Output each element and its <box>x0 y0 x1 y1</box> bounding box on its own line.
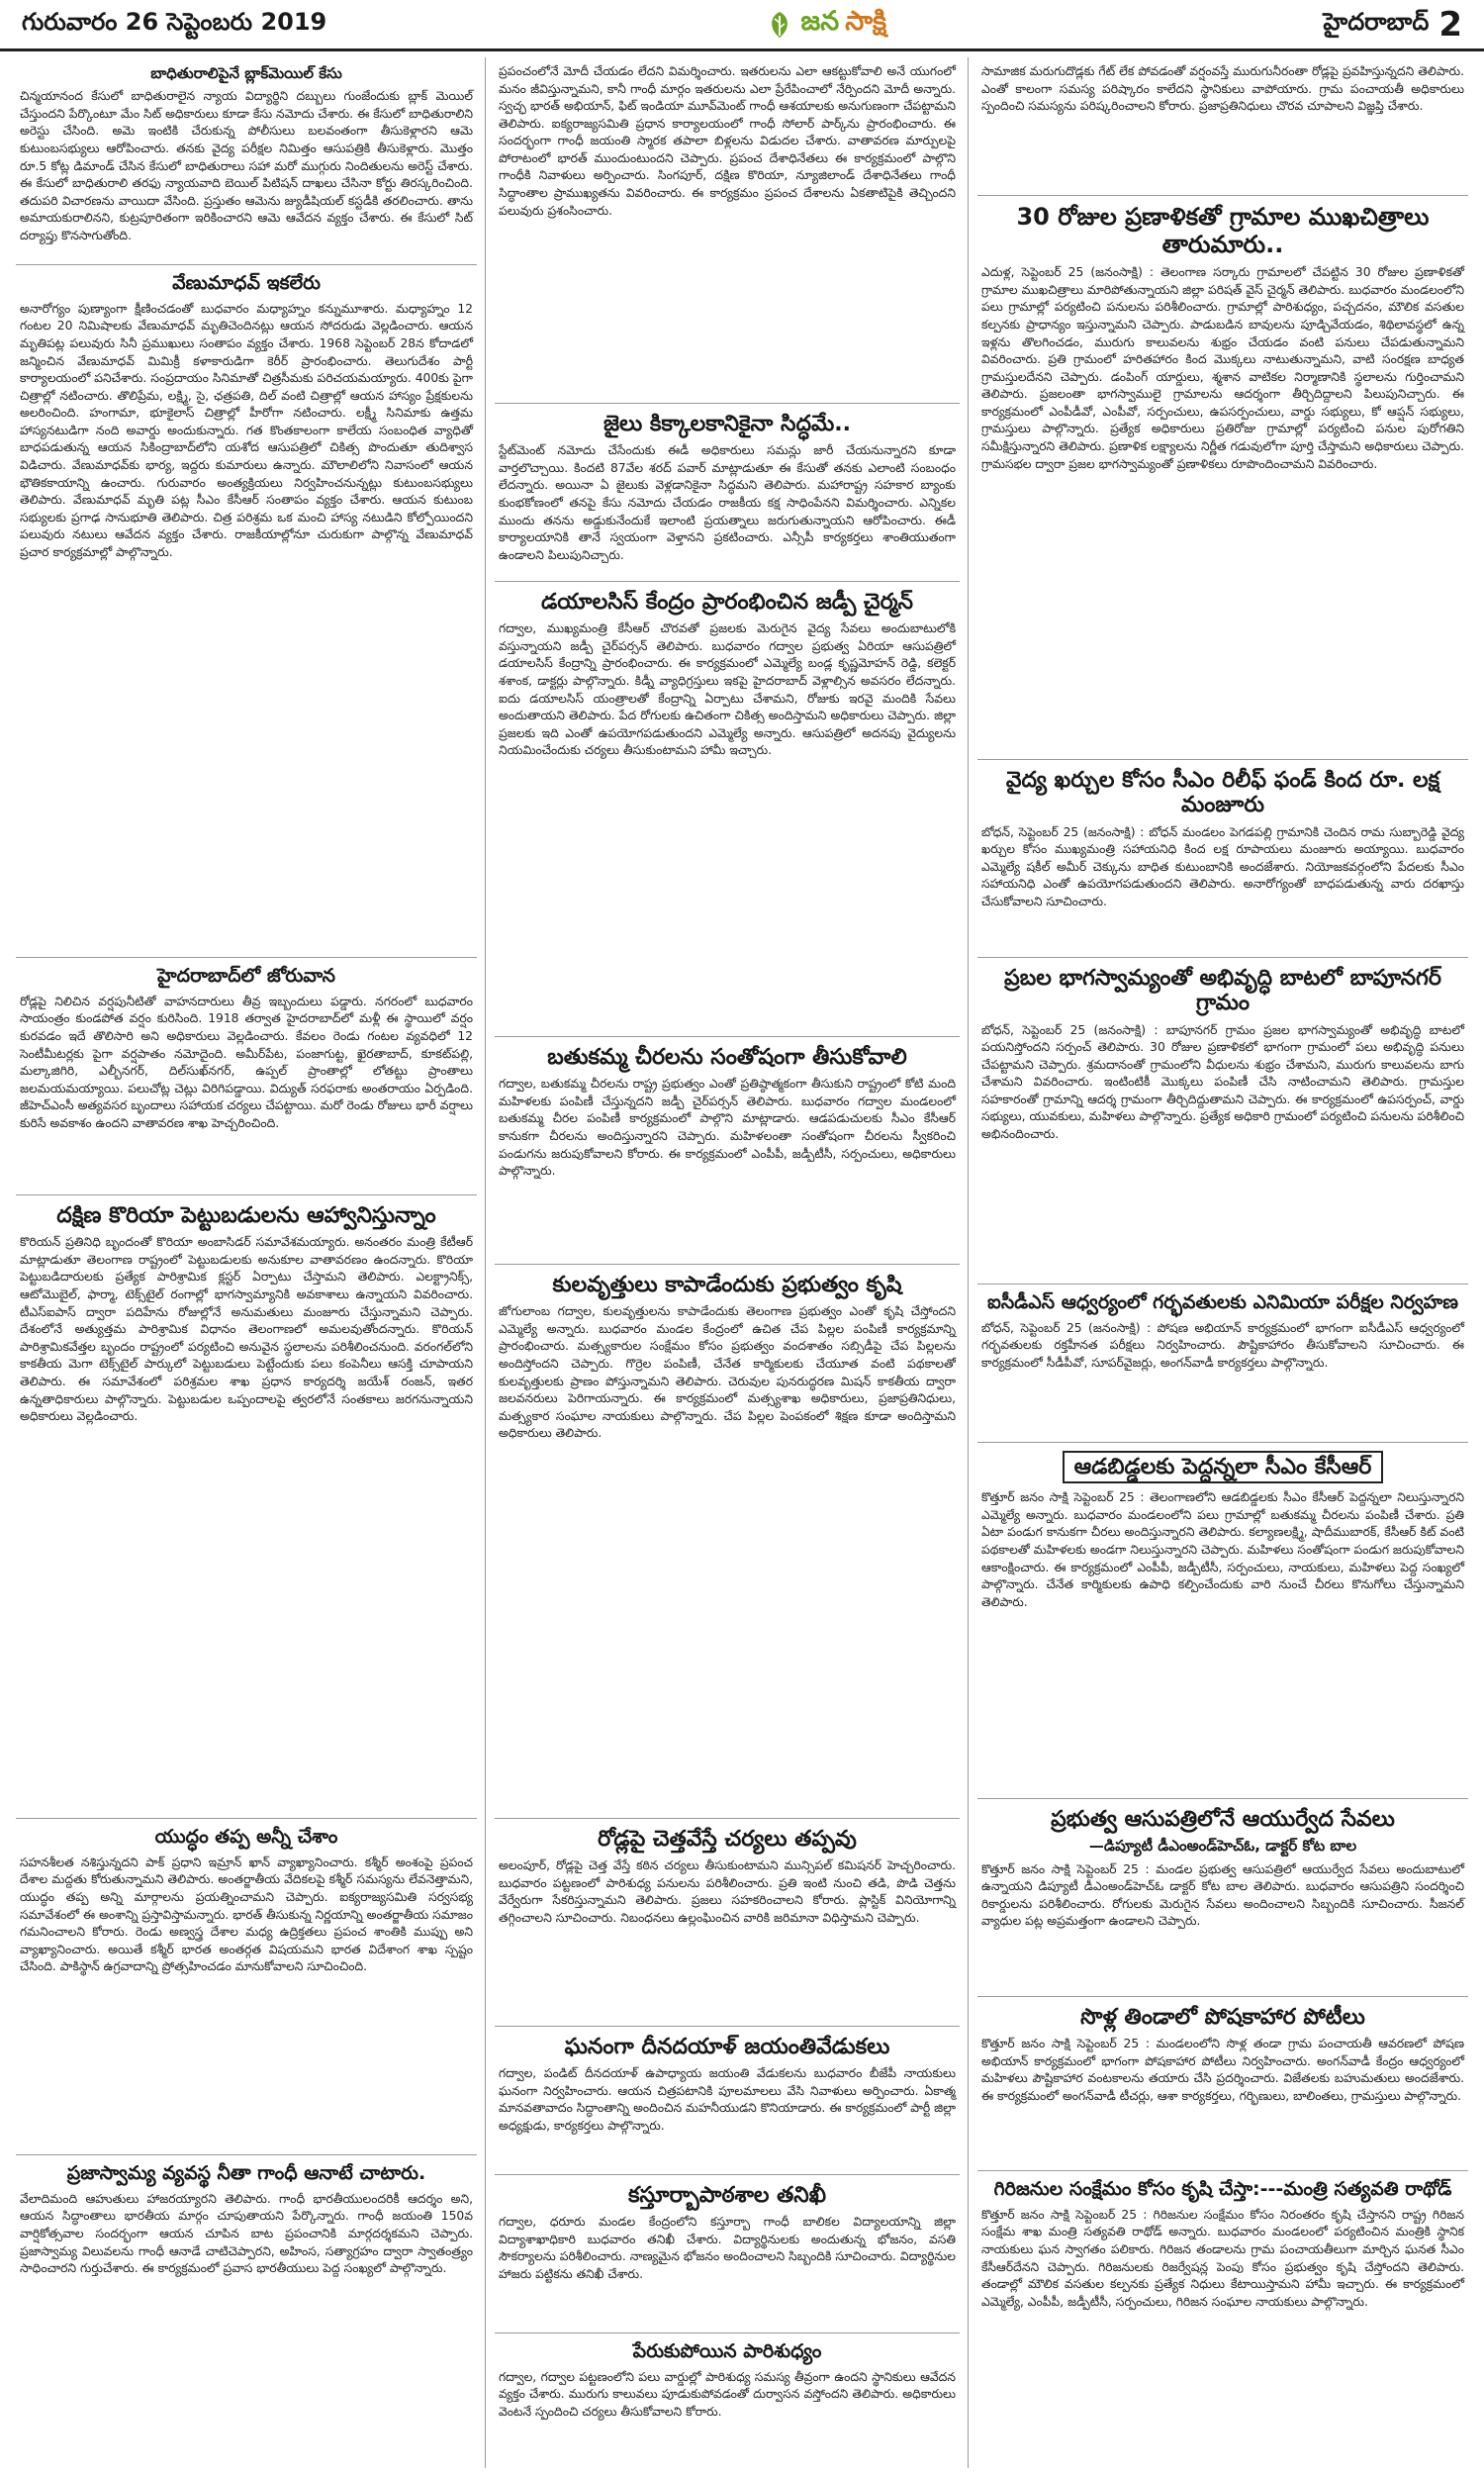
headline: ఐసీడీఎస్ ఆధ్వర్యంలో గర్భవతులకు ఎనిమియా పరీక్షల నిర్వహణ <box>987 1291 1458 1313</box>
headline: ప్రభుత్వ ఆసుపత్రిలోనే ఆయుర్వేద సేవలు <box>1051 1807 1395 1832</box>
article-body: కొరియన్ ప్రతినిధి బృందంతో కొరియా అంబాసిడర్ సమావేశమయ్యారు. అనంతరం మంత్రి కేటీఆర్ మాట్లాడుతూ తెలంగాణ రాష్ట్రంలో పెట్టుబడులకు అనుకూల వాతావరణం ఉందన్నారు. కొరియా పెట్టుబడిదారులకు ప్రత్యేక పారిశ్రామిక క్లస్టర్ ఏర్పాటు చేస్తామని తెలిపారు. ఎలక్ట్రానిక్స్, ఆటోమొబైల్, ఫార్మా, టెక్స్‌టైల్ రంగాల్లో భాగస్వామ్యానికి అవకాశాలు ఉన్నాయని వివరించారు. టీఎస్‌ఐపాస్ ద్వారా పదిహేను రోజుల్లోనే అనుమతులు మంజూరు చేస్తున్నామని చెప్పారు. దేశంలోనే అత్యుత్తమ పారిశ్రామిక విధానం తెలంగాణలో అమలవుతోందన్నారు. కొరియన్ పారిశ్రామికవేత్తల బృందం రాష్ట్రంలో పర్యటించి అనువైన స్థలాలను పరిశీలించనుంది. వరంగల్‌లోని కాకతీయ మెగా టెక్స్‌టైల్ పార్కులో పెట్టుబడులు పెట్టేందుకు పలు కంపెనీలు ఆసక్తి చూపాయని తెలిపారు. ఈ సమావేశంలో పరిశ్రమల శాఖ ప్రధాన కార్యదర్శి జయేశ్ రంజన్, ఇతర ఉన్నతాధికారులు పాల్గొన్నారు. పెట్టుబడుల ఒప్పందాలపై త్వరలోనే సంతకాలు జరగనున్నాయని అధికారులు వెల్లడించారు. <box>20 1235 473 1424</box>
headline: హైదరాబాద్‌లో జోరువాన <box>157 965 335 987</box>
headline: డయాలసిస్ కేంద్రం ప్రారంభించిన జడ్పీ చైర్మన్ <box>540 590 914 615</box>
article-icds-anemia <box>977 1285 1468 1443</box>
article-body: రోడ్లపై నిలిచిన వర్షపునీటితో వాహనదారులు తీవ్ర ఇబ్బందులు పడ్డారు. నగరంలో బుధవారం సాయంత్రం కుండపోత వర్షం కురిసింది. 1918 తర్వాత హైదరాబాద్‌లో మళ్లీ ఈ స్థాయిలో వర్షం కురవడం ఇదే తొలిసారి అని అధికారులు వెల్లడించారు. కేవలం రెండు గంటల వ్యవధిలో 12 సెంటీమీటర్లకు పైగా వర్షపాతం నమోదైంది. అమీర్‌పేట, పంజాగుట్ట, ఖైరతాబాద్, కూకట్‌పల్లి, మల్కాజిగిరి, ఎల్బీనగర్, దిల్‌సుఖ్‌నగర్, ఉప్పల్ ప్రాంతాల్లో లోతట్టు ప్రాంతాలు జలమయమయ్యాయి. పలుచోట్ల చెట్లు విరిగిపడ్డాయి. విద్యుత్ సరఫరాకు అంతరాయం ఏర్పడింది. జీహెచ్‌ఎంసీ అత్యవసర బృందాలు సహాయక చర్యలు చేపట్టాయి. మరో రెండు రోజులు భారీ వర్షాలు కురిసే అవకాశం ఉందని వాతావరణ శాఖ హెచ్చరించింది. <box>20 994 473 1130</box>
article-body: అనారోగ్యం పుణ్యాంగా క్షీణించడంతో బుధవారం మధ్యాహ్నం కన్నుమూశారు. మధ్యాహ్నం 12 గంటల 20 నిమిషాలకు వేణుమాధవ్ మృతిచెందినట్లు ఆయన సోదరుడు వెల్లడించారు. ఆయన మృతిపట్ల పలువురు సినీ ప్రముఖులు సంతాపం వ్యక్తం చేశారు. 1968 సెప్టెంబర్ 28న కోదాడలో జన్మించిన వేణుమాధవ్ మిమిక్రీ కళాకారుడిగా కెరీర్ ప్రారంభించారు. తెలుగుదేశం పార్టీ కార్యాలయంలో పనిచేశారు. సంప్రదాయం సినిమాతో చిత్రసీమకు పరిచయమయ్యారు. 400కు పైగా చిత్రాల్లో నటించారు. తొలిప్రేమ, లక్ష్మి, సై, ఛత్రపతి, దిల్ వంటి చిత్రాల్లో ఆయన హాస్యం ప్రేక్షకులను అలరించింది. హంగామా, భూకైలాస్ చిత్రాల్లో హీరోగా నటించారు. లక్ష్మీ సినిమాకు ఉత్తమ హాస్యనటుడిగా నంది అవార్డు అందుకున్నారు. గత కొంతకాలంగా కాలేయ సంబంధిత వ్యాధితో బాధపడుతున్న ఆయన సికింద్రాబాద్‌లోని యశోద ఆసుపత్రిలో చికిత్స పొందుతూ తుదిశ్వాస విడిచారు. వేణుమాధవ్‌కు భార్య, ఇద్దరు కుమారులు ఉన్నారు. మౌలాలిలోని నివాసంలో ఆయన భౌతికకాయాన్ని ఉంచారు. గురువారం అంత్యక్రియలు నిర్వహించనున్నట్లు కుటుంబసభ్యులు తెలిపారు. వేణుమాధవ్ మృతి పట్ల సీఎం కేసీఆర్ సంతాపం వ్యక్తం చేశారు. ఆయన కుటుంబ సభ్యులకు ప్రగాఢ సానుభూతి తెలిపారు. చిత్ర పరిశ్రమ ఒక మంచి హాస్య నటుడిని కోల్పోయిందని పలువురు నటులు ఆవేదన వ్యక్తం చేశారు. రాజకీయాల్లోనూ చురుకుగా పాల్గొన్న వేణుమాధవ్ ప్రచార కార్యక్రమాల్లో పాల్గొన్నారు. <box>20 301 473 559</box>
article-dialysis-centre <box>495 582 960 1037</box>
article-body: కొత్తూర్ జనం సాక్షి సెప్టెంబర్ 25 : తెలంగాణలోని ఆడబిడ్డలకు సీఎం కేసీఆర్ పెద్దన్నలా నిలుస్తున్నారని ఎమ్మెల్యే అన్నారు. బుధవారం మండలంలోని పలు గ్రామాల్లో బతుకమ్మ చీరలను పంపిణీ చేశారు. ప్రతి ఏటా పండుగ కానుకగా చీరలు అందిస్తున్నారని తెలిపారు. కల్యాణలక్ష్మి, షాదీముబారక్, కేసీఆర్ కిట్ వంటి పథకాలతో మహిళలకు అండగా నిలుస్తున్నారని చెప్పారు. మహిళలు సంతోషంగా పండుగ జరుపుకోవాలని ఆకాంక్షించారు. ఈ కార్యక్రమంలో ఎంపీపీ, జడ్పీటీసీ, సర్పంచులు, నాయకులు, మహిళలు పెద్ద సంఖ్యలో పాల్గొన్నారు. చేనేత కార్మికులకు ఉపాధి కల్పించేందుకు వారి నుంచే చీరలు కొనుగోలు చేస్తున్నామని తెలిపారు. <box>981 1490 1464 1609</box>
article-war-except <box>16 1819 477 2155</box>
article-body: జోగులాంబ గద్వాల, కులవృత్తులను కాపాడేందుకు తెలంగాణ ప్రభుత్వం ఎంతో కృషి చేస్తోందని ఎమ్మెల్యే అన్నారు. బుధవారం మండల కేంద్రంలో ఉచిత చేప పిల్లల పంపిణీ కార్యక్రమాన్ని ప్రారంభించారు. మత్స్యకారుల సంక్షేమం కోసం ప్రభుత్వం వందశాతం సబ్సిడీపై చేప పిల్లలను అందిస్తోందని చెప్పారు. గొర్రెల పంపిణీ, చేనేత కార్మికులకు చేయూత వంటి పథకాలతో కులవృత్తులకు ప్రాణం పోస్తున్నామని తెలిపారు. చెరువుల పునరుద్ధరణ మిషన్ కాకతీయ ద్వారా జలవనరులు పెరిగాయన్నారు. ఈ కార్యక్రమంలో మత్స్యశాఖ అధికారులు, ప్రజాప్రతినిధులు, మత్స్యకార సంఘాల నాయకులు పాల్గొన్నారు. చేప పిల్లల పెంపకంలో శిక్షణ కూడా అందిస్తామని అధికారులు తెలిపారు. <box>499 1304 956 1441</box>
article-jail-ready <box>495 404 960 582</box>
headline: 30 రోజుల ప్రణాళికతో గ్రామాల ముఖచిత్రాలు తారుమారు.. <box>1016 203 1430 258</box>
column-3 <box>977 57 1468 2468</box>
headline: రోడ్లపై చెత్తవేస్తే చర్యలు తప్పవు <box>598 1827 857 1852</box>
article-bapunagar <box>977 958 1468 1285</box>
headline: దక్షిణ కొరియా పెట్టుబడులను ఆహ్వానిస్తున్నాం <box>56 1203 436 1228</box>
article-body: బోధన్, సెప్టెంబర్ 25 (జనంసాక్షి) : పోషణ అభియాన్ కార్యక్రమంలో భాగంగా ఐసీడీఎస్ ఆధ్వర్యంలో గర్భవతులకు రక్తహీనత పరీక్షలు నిర్వహించారు. పౌష్టికాహారం తీసుకోవాలని సూచించారు. ఈ కార్యక్రమంలో సీడీపీవో, సూపర్‌వైజర్లు, అంగన్‌వాడీ కార్యకర్తలు పాల్గొన్నారు. <box>981 1320 1464 1370</box>
article-body: సామాజిక మరుగుదొడ్లకు గేట్ లేక పోవడంతో వర్షంవస్తే మురుగునీరంతా రోడ్లపై ప్రవహిస్తున్నదని తెలిపారు. ఎంతో కాలంగా సమస్య పరిష్కారం కాలేదని స్థానికులు వాపోయారు. గ్రామ పంచాయతీ అధికారులు స్పందించి సమస్యను పరిష్కరించాలని కోరారు. ప్రజాప్రతినిధులు చొరవ చూపాలని విజ్ఞప్తి చేశారు. <box>981 64 1464 114</box>
subheadline: —డిప్యూటీ డీఎంఅండ్‌హెచ్‌ఓ, డాక్టర్ కోట బాల <box>1088 1837 1357 1856</box>
article-caste-occupations <box>495 1265 960 1819</box>
column-2 <box>495 57 960 2468</box>
headline: యుద్ధం తప్ప అన్నీ చేశాం <box>154 1826 338 1848</box>
article-venumadhav <box>16 265 477 958</box>
column-divider <box>968 57 969 2468</box>
article-body: గద్వాల, గద్వాల పట్టణంలోని పలు వార్డుల్లో పారిశుధ్య సమస్య తీవ్రంగా ఉందని స్థానికులు ఆవేదన వ్యక్తం చేశారు. మురుగు కాలువలు పూడుకుపోవడంతో దుర్వాసన వస్తోందని తెలిపారు. అధికారులు వెంటనే స్పందించి చర్యలు తీసుకోవాలని కోరారు. <box>499 2369 956 2419</box>
article-garbage-roads <box>495 1819 960 2027</box>
article-body: అలంపూర్, రోడ్లపై చెత్త వేస్తే కఠిన చర్యలు తీసుకుంటామని మున్సిపల్ కమిషనర్ హెచ్చరించారు. బుధవారం పట్టణంలో పారిశుధ్య పనులను పరిశీలించారు. ప్రతి ఇంటి నుంచి తడి, పొడి చెత్తను వేర్వేరుగా సేకరిస్తున్నామని తెలిపారు. ప్రజలు సహకరించాలని కోరారు. ప్లాస్టిక్ వినియోగాన్ని తగ్గించాలని సూచించారు. నిబంధనలు ఉల్లంఘించిన వారికి జరిమానా విధిస్తామని చెప్పారు. <box>499 1858 956 1926</box>
article-body: కొత్తూర్ జనం సాక్షి సెప్టెంబర్ 25 : గిరిజనుల సంక్షేమం కోసం నిరంతరం కృషి చేస్తానని రాష్ట్ర గిరిజన సంక్షేమ శాఖ మంత్రి సత్యవతి రాథోడ్ అన్నారు. బుధవారం మండలంలో పర్యటించిన మంత్రికి స్థానిక నాయకులు ఘన స్వాగతం పలికారు. గిరిజన తండాలను గ్రామ పంచాయతీలుగా మార్చిన ఘనత సీఎం కేసీఆర్‌దేనని చెప్పారు. గిరిజనులకు రిజర్వేషన్ల పెంపు కోసం ప్రభుత్వం కృషి చేస్తోందని తెలిపారు. తండాల్లో మౌలిక వసతుల కల్పనకు ప్రత్యేక నిధులు కేటాయిస్తామని హామీ ఇచ్చారు. ఈ కార్యక్రమంలో ఎమ్మెల్యే, ఎంపీపీ, జడ్పీటీసీ, సర్పంచులు, గిరిజన సంఘాల నాయకులు పాల్గొన్నారు. <box>981 2207 1464 2309</box>
logo-text-jana: జన <box>800 5 840 37</box>
headline: వైద్య ఖర్చుల కోసం సీఎం రిలీఫ్ ఫండ్ కింద రూ. లక్ష మంజూరు <box>1005 768 1440 818</box>
article-body: గద్వాల, ముఖ్యమంత్రి కేసీఆర్ చొరవతో ప్రజలకు మెరుగైన వైద్య సేవలు అందుబాటులోకి వస్తున్నాయని జడ్పీ చైర్‌పర్సన్ తెలిపారు. బుధవారం గద్వాల ప్రభుత్వ ఏరియా ఆసుపత్రిలో డయాలసిస్ కేంద్రాన్ని ప్రారంభించారు. ఈ కార్యక్రమంలో ఎమ్మెల్యే బండ్ల కృష్ణమోహన్ రెడ్డి, కలెక్టర్ శశాంక, డాక్టర్లు పాల్గొన్నారు. కిడ్నీ వ్యాధిగ్రస్తులు ఇకపై హైదరాబాద్ వెళ్లాల్సిన అవసరం లేదన్నారు. ఐదు డయాలసిస్ యంత్రాలతో కేంద్రాన్ని ఏర్పాటు చేశామని, రోజుకు ఇరవై మందికి సేవలు అందుతాయని తెలిపారు. పేద రోగులకు ఉచితంగా చికిత్స అందిస్తామని అధికారులు చెప్పారు. జిల్లా ప్రజలకు ఇది ఎంతో ఉపయోగపడుతుందని ఎమ్మెల్యే అన్నారు. ఆసుపత్రిలో అదనపు వైద్యులను నియమించేందుకు చర్యలు తీసుకుంటామని హామీ ఇచ్చారు. <box>499 621 956 758</box>
article-body: సహనశీలత నశిస్తున్నదని పాక్ ప్రధాని ఇమ్రాన్ ఖాన్ వ్యాఖ్యానించారు. కశ్మీర్ అంశంపై ప్రపంచ దేశాల మద్దతు కోరుతున్నామని తెలిపారు. అంతర్జాతీయ వేదికలపై కశ్మీర్ సమస్యను లేవనెత్తామని, యుద్ధం తప్ప అన్ని మార్గాలను ప్రయత్నించామని చెప్పారు. ఐక్యరాజ్యసమితి సర్వసభ్య సమావేశంలో ఈ అంశాన్ని ప్రస్తావిస్తామన్నారు. భారత్ తీసుకున్న నిర్ణయాన్ని అంతర్జాతీయ సమాజం గమనించాలని కోరారు. రెండు అణ్వస్త్ర దేశాల మధ్య ఉద్రిక్తతలు ప్రపంచ శాంతికి ముప్పు అని వ్యాఖ్యానించారు. అయితే కశ్మీర్ భారత అంతర్గత విషయమని భారత విదేశాంగ శాఖ స్పష్టం చేసింది. పాకిస్థాన్ ఉగ్రవాదాన్ని ప్రోత్సహించడం మానుకోవాలని సూచించింది. <box>20 1855 473 1974</box>
article-kcr-elder-brother <box>977 1443 1468 1799</box>
headline: ఆడబిడ్డలకు పెద్దన్నలా సీఎం కేసీఆర్ <box>1063 1451 1384 1483</box>
article-body: గద్వాల, పండిట్ దీనదయాళ్ ఉపాధ్యాయ జయంతి వేడుకలను బుధవారం బీజేపీ నాయకులు ఘనంగా నిర్వహించారు. ఆయన చిత్రపటానికి పూలమాలలు వేసి నివాళులు అర్పించారు. ఏకాత్మ మానవతావాదం సిద్ధాంతాన్ని అందించిన మహనీయుడని కొనియాడారు. ఈ కార్యక్రమంలో పార్టీ జిల్లా అధ్యక్షుడు, కార్యకర్తలు పాల్గొన్నారు. <box>499 2066 956 2134</box>
newspaper-logo <box>764 6 887 44</box>
article-nutrition-contest <box>977 1997 1468 2171</box>
article-cm-relief-fund <box>977 760 1468 958</box>
article-body: ప్రపంచంలోనే మోదీ చేయడం లేదని విమర్శించారు. ఇతరులను ఎలా ఆకట్టుకోవాలి అనే యుగంలో మనం జీవిస్తున్నామని, కానీ గాంధీ మార్గం ఇతరులను ఎలా ప్రేరేపించాలో నేర్పిందని మోదీ అన్నారు. స్వచ్ఛ భారత్ అభియాన్, ఫిట్ ఇండియా మూవ్‌మెంట్ గాంధీ ఆశయాలకు అనుగుణంగా చేపట్టామని తెలిపారు. ఐక్యరాజ్యసమితి ప్రధాన కార్యాలయంలో గాంధీ సోలార్ పార్క్‌ను ప్రారంభించారు. ఈ సందర్భంగా గాంధీ జయంతి స్మారక తపాలా బిళ్లలను విడుదల చేశారు. వాతావరణ మార్పులపై పోరాటంలో భారత్ ముందుంటుందని చెప్పారు. ప్రపంచ దేశాధినేతలు ఈ కార్యక్రమంలో పాల్గొని గాంధీకి నివాళులు అర్పించారు. సింగపూర్, దక్షిణ కొరియా, న్యూజిలాండ్ దేశాధినేతలు గాంధీ సిద్ధాంతాల ప్రాముఖ్యతను వివరించారు. ఈ కార్యక్రమం ప్రపంచ దేశాలను ఏకతాటిపైకి తెచ్చిందని పలువురు ప్రశంసించారు. <box>499 64 956 218</box>
masthead <box>0 0 1484 51</box>
headline: సొళ్ల తిండాలో పోషకాహార పోటీలు <box>1080 2005 1365 2030</box>
article-body: బోధన్, సెప్టెంబర్ 25 (జనంసాక్షి) : బోధన్ మండలం పెగడపల్లి గ్రామానికి చెందిన రామ సుబ్బారెడ్డి వైద్య ఖర్చుల కోసం ముఖ్యమంత్రి సహాయనిధి కింద లక్ష రూపాయలు మంజూరు అయ్యాయి. బుధవారం ఎమ్మెల్యే షకీల్ అమీర్ చెక్కును బాధిత కుటుంబానికి అందజేశారు. నియోజకవర్గంలోని పేదలకు సీఎం సహాయనిధి ఎంతో ఉపయోగపడుతుందని తెలిపారు. అనారోగ్యంతో బాధపడుతున్న వారు దరఖాస్తు చేసుకోవాలని సూచించారు. <box>981 824 1464 908</box>
article-blackmail-case <box>16 57 477 265</box>
article-deendayal-jayanti <box>495 2027 960 2175</box>
page-number: 2 <box>1438 4 1462 45</box>
article-body: వేలాదిమంది ఆహుతులు హాజరయ్యారని తెలిపారు. గాంధీ భారతీయులందరికీ ఆదర్శం అని, ఆయన సిద్ధాంతాలు భారతీయ మార్గం చూపుతాయని పేర్కొన్నారు. గాంధీ జయంతి 150వ వార్షికోత్సవాల సందర్భంగా ఆయన చూపిన బాట ప్రపంచానికి మార్గదర్శకమని చెప్పారు. ప్రజాస్వామ్య విలువలను గాంధీ ఆనాడే చాటిచెప్పారని, అహింస, సత్యాగ్రహం ద్వారా స్వాతంత్ర్యం సాధించారని గుర్తుచేశారు. ఈ కార్యక్రమంలో ప్రవాస భారతీయులు పెద్ద సంఖ్యలో పాల్గొన్నారు. <box>20 2191 473 2276</box>
headline: బతుకమ్మ చీరలను సంతోషంగా తీసుకోవాలి <box>547 1045 907 1070</box>
article-korea-investments <box>16 1195 477 1819</box>
article-bathukamma-sarees <box>495 1037 960 1265</box>
article-body: ఎదుళ్ల, సెప్టెంబర్ 25 (జనంసాక్షి) : తెలంగాణ సర్కారు గ్రామాలలో చేపట్టిన 30 రోజుల ప్రణాళికతో గ్రామాల ముఖచిత్రాలు మారిపోతున్నాయని జిల్లా పరిషత్ వైస్ చైర్మన్ తెలిపారు. బుధవారం మండలంలోని పలు గ్రామాల్లో పర్యటించి పనులను పరిశీలించారు. గ్రామాల్లో పారిశుధ్యం, పచ్చదనం, మౌలిక వసతుల కల్పనకు ప్రాధాన్యం ఇస్తున్నామని చెప్పారు. పాడుబడిన బావులను పూడ్చివేయడం, శిథిలావస్థలో ఉన్న ఇళ్లను తొలగించడం, మురుగు కాలువలను శుభ్రం చేయడం వంటి పనులు చేపడుతున్నామని వివరించారు. ప్రతి గ్రామంలో హరితహారం కింద మొక్కలు నాటుతున్నామని, వాటి సంరక్షణ బాధ్యత గ్రామస్తులదేనని చెప్పారు. డంపింగ్ యార్డులు, శ్మశాన వాటికల నిర్మాణానికి స్థలాలను గుర్తించామని తెలిపారు. ప్రజలంతా భాగస్వాములై గ్రామాలను ఆదర్శంగా తీర్చిదిద్దాలని పిలుపునిచ్చారు. ఈ కార్యక్రమంలో ఎంపీడీవో, ఎంపీవో, సర్పంచులు, ఉపసర్పంచులు, వార్డు సభ్యులు, కో ఆప్షన్ సభ్యులు, గ్రామస్తులు పాల్గొన్నారు. ప్రత్యేక అధికారులు ప్రతిరోజు గ్రామాల్లో పర్యటించి పనుల పురోగతిని సమీక్షిస్తున్నారని తెలిపారు. ప్రణాళిక లక్ష్యాలను నిర్ణీత గడువులోగా పూర్తి చేస్తామని అధికారులు చెప్పారు. గ్రామసభల ద్వారా ప్రజల భాగస్వామ్యంతో ప్రణాళికలు రూపొందించామని వివరించారు. <box>981 265 1464 471</box>
article-tribal-welfare <box>977 2171 1468 2468</box>
headline: వేణుమాధవ్ ఇకలేరు <box>172 272 321 294</box>
article-sanitation <box>495 2333 960 2468</box>
headline: ప్రబల భాగస్వామ్యంతో అభివృద్ధి బాటలో బాపూనగర్ గ్రామం <box>1004 966 1441 1016</box>
article-modi-gandhi <box>495 57 960 404</box>
leaf-logo-icon <box>764 9 795 41</box>
issue-date: గురువారం 26 సెప్టెంబరు 2019 <box>22 7 327 36</box>
article-body: బోధన్, సెప్టెంబర్ 25 (జనంసాక్షి) : బాపూనగర్ గ్రామం ప్రజల భాగస్వామ్యంతో అభివృద్ధి బాటలో పయనిస్తోందని సర్పంచ్ తెలిపారు. 30 రోజుల ప్రణాళికలో భాగంగా గ్రామంలో పలు అభివృద్ధి పనులు చేపట్టామని చెప్పారు. శ్రమదానంతో గ్రామంలోని వీధులను శుభ్రం చేశామని, మురుగు కాలువలను బాగు చేశామని వివరించారు. ఇంటింటికీ మొక్కలు పంపిణీ చేసి నాటించామని తెలిపారు. గ్రామస్తుల సహకారంతో గ్రామాన్ని ఆదర్శ గ్రామంగా తీర్చిదిద్దుతామని చెప్పారు. ఈ కార్యక్రమంలో ఉపసర్పంచ్, వార్డు సభ్యులు, యువకులు, మహిళలు పాల్గొన్నారు. ప్రత్యేక అధికారి గ్రామంలో పర్యటించి పనులను పరిశీలించి అభినందించారు. <box>981 1022 1464 1142</box>
article-toilets <box>977 57 1468 196</box>
article-body: చిన్మయానంద కేసులో బాధితురాలైన న్యాయ విద్యార్థిని దబ్బులు గుంజేందుకు బ్లాక్ మెయిల్ చేస్తుందని పేర్కొంటూ మేం సిట్ అధికారులు కూడా కేసు నమోదు చేశారు. ఈ కేసులో బాధితురాలిని అరెస్టు చేసింది. అమె ఇంటికి చేరుకున్న పోలీసులు బలవంతంగా తీసుకెళ్లారని ఆమె కుటుంబసభ్యులు ఆరోపించారు. తనకు వైద్య పరీక్షల నిమిత్తం ఆసుపత్రికి తీసుకెళ్లారు. మొత్తం రూ.5 కోట్ల డిమాండ్ చేసిన కేసులో బాధితురాలు సహా మరో ముగ్గురు నిందితులను అరెస్ట్ చేశారు. ఈ కేసులో బాధితురాలి తరఫు న్యాయవాది బెయిల్ పిటిషన్ దాఖలు చేసినా కోర్టు తిరస్కరించింది. తదుపరి విచారణను వాయిదా వేసింది. ప్రస్తుతం ఆమెను జ్యుడీషియల్ కస్టడీకి తరలించారు. తాను అమాయకురాలినని, కుట్రపూరితంగా ఇరికించారని ఆమె ఆవేదన వ్యక్తం చేశారు. ఈ కేసులో సిట్ దర్యాప్తు కొనసాగుతోంది. <box>20 89 473 242</box>
article-body: స్టేట్‌మెంట్ నమోదు చేసేందుకు ఈడీ అధికారులు సమన్లు జారీ చేయనున్నారని కూడా వార్తలొచ్చాయి. కిందటి 87వేల శరద్ పవార్ మాట్లాడుతూ ఈ కేసుతో తనకు ఎలాంటి సంబంధం లేదన్నారు. అయినా ఏ జైలుకు వెళ్లడానికైనా సిద్ధమని తెలిపారు. మహారాష్ట్ర సహకార బ్యాంకు కుంభకోణంలో తనపై కేసు నమోదు చేయడం రాజకీయ కక్ష సాధింపేనని విమర్శించారు. ఎన్నికల ముందు తనను అడ్డుకునేందుకే ఇలాంటి ప్రయత్నాలు జరుగుతున్నాయని ఆరోపించారు. ఈడీ కార్యాలయానికి తానే స్వయంగా వెళ్తానని ప్రకటించారు. ఎన్సీపీ కార్యకర్తలు శాంతియుతంగా ఉండాలని పిలుపునిచ్చారు. <box>499 443 956 562</box>
article-kasturba-school <box>495 2175 960 2333</box>
article-30-day-plan <box>977 196 1468 760</box>
edition-city: హైదరాబాద్ <box>1323 7 1430 36</box>
column-1 <box>16 57 477 2468</box>
logo-text-sakshi: సాక్షి <box>845 5 887 37</box>
article-body: కొత్తూర్ జనం సాక్షి సెప్టెంబర్ 25 : మండలంలోని సొళ్ల తండా గ్రామ పంచాయతీ ఆవరణలో పోషణ అభియాన్ కార్యక్రమంలో భాగంగా పోషకాహార పోటీలు నిర్వహించారు. అంగన్‌వాడీ కేంద్రం ఆధ్వర్యంలో మహిళలు పౌష్టికాహార వంటకాలను తయారు చేసి ప్రదర్శించారు. విజేతలకు బహుమతులు అందజేశారు. ఈ కార్యక్రమంలో అంగన్‌వాడీ టీచర్లు, ఆశా కార్యకర్తలు, గర్భిణులు, బాలింతలు, గ్రామస్తులు పాల్గొన్నారు. <box>981 2037 1464 2104</box>
edition-info <box>1323 5 1462 45</box>
column-divider <box>485 57 486 2468</box>
article-hyderabad-rain <box>16 958 477 1195</box>
headline: కస్తూర్బాపాఠశాల తనిఖీ <box>627 2183 826 2208</box>
headline: బాధితురాలిపైనే బ్లాక్‌మెయిల్ కేసు <box>150 64 342 82</box>
headline: ఘనంగా దీనదయాళ్ జయంతివేడుకలు <box>564 2035 890 2059</box>
headline: కులవృత్తులు కాపాడేందుకు ప్రభుత్వం కృషి <box>552 1273 902 1297</box>
article-ayurveda <box>977 1799 1468 1997</box>
headline: పేరుకుపోయిన పారిశుధ్యం <box>632 2340 822 2362</box>
headline: జైలు కిక్కాలకానికైనా సిద్ధమే.. <box>603 412 852 436</box>
article-body: గద్వాల, ధరూరు మండల కేంద్రంలోని కస్తూర్బా గాంధీ బాలికల విద్యాలయాన్ని జిల్లా విద్యాశాఖాధికారి బుధవారం తనిఖీ చేశారు. విద్యార్థినులకు అందుతున్న భోజనం, వసతి సౌకర్యాలను పరిశీలించారు. నాణ్యమైన భోజనం అందించాలని సిబ్బందికి సూచించారు. విద్యార్థినుల హాజరు పట్టికను తనిఖీ చేశారు. <box>499 2215 956 2282</box>
article-body: కొత్తూర్ జనం సాక్షి సెప్టెంబర్ 25 : మండల ప్రభుత్వ ఆసుపత్రిలో ఆయుర్వేద సేవలు అందుబాటులో ఉన్నాయని డిప్యూటీ డీఎంఅండ్‌హెచ్‌ఓ డాక్టర్ కోట బాల తెలిపారు. బుధవారం ఆసుపత్రిని సందర్శించి రికార్డులను పరిశీలించారు. రోగులకు మెరుగైన సేవలు అందించాలని సిబ్బందికి సూచించారు. సీజనల్ వ్యాధుల పట్ల అప్రమత్తంగా ఉండాలని చెప్పారు. <box>981 1861 1464 1929</box>
headline: గిరిజనుల సంక్షేమం కోసం కృషి చేస్తా:---మంత్రి సత్యవతి రాథోడ్ <box>993 2178 1452 2200</box>
headline: ప్రజాస్వామ్య వ్యవస్థ నీతా గాంధీ ఆనాటే చాటారు. <box>66 2162 426 2184</box>
article-gandhi-democracy <box>16 2155 477 2468</box>
article-body: గద్వాల, బతుకమ్మ చీరలను రాష్ట్ర ప్రభుత్వం ఎంతో ప్రతిష్ఠాత్మకంగా తీసుకుని రాష్ట్రంలో కోటి మంది మహిళలకు పంపిణీ చేస్తున్నదని జడ్పీ చైర్‌పర్సన్ తెలిపారు. బుధవారం గద్వాల మండలంలో బతుకమ్మ చీరల పంపిణీ కార్యక్రమంలో పాల్గొని మాట్లాడారు. ఆడపడుచులకు సీఎం కేసీఆర్ కానుకగా చీరలను అందిస్తున్నారని చెప్పారు. మహిళలంతా సంతోషంగా చీరలను స్వీకరించి పండుగను జరుపుకోవాలని కోరారు. ఈ కార్యక్రమంలో ఎంపీపీ, జడ్పీటీసీ, సర్పంచులు, అధికారులు పాల్గొన్నారు. <box>499 1077 956 1179</box>
